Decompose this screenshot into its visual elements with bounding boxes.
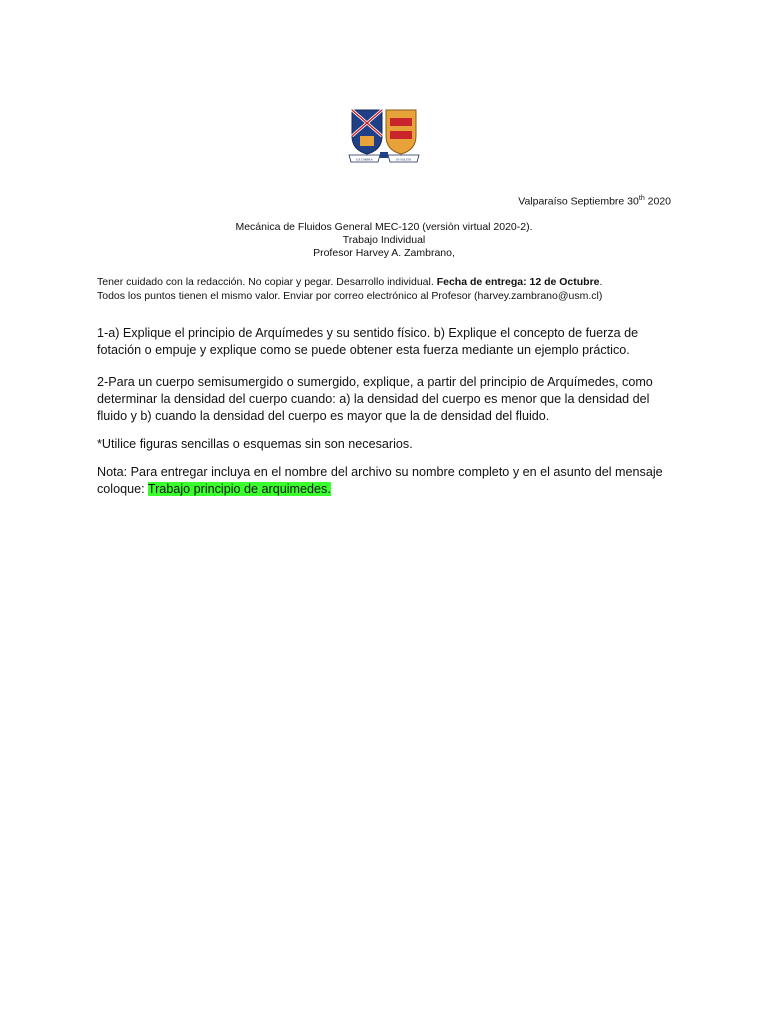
date-line — [518, 195, 671, 208]
submission-note — [97, 464, 675, 498]
due-date: Fecha de entrega: 12 de Octubre — [436, 276, 600, 288]
question-1: 1-a) Explique el principio de Arquímedes y su sentido físico. b) Explique el concepto de fuerza de fotación o empuje y explique como se puede obtener esta fuerza mediante un ejemplo práctico. — [97, 326, 639, 357]
instructions-line-2: Todos los puntos tienen el mismo valor. Enviar por correo electrónico al Profesor (harvey.zambrano@usm.cl) — [97, 290, 603, 302]
highlighted-subject: Trabajo principio de arquimedes. — [147, 482, 331, 496]
instructions-period: . — [599, 276, 603, 288]
university-crest-logo — [346, 106, 422, 168]
date-prefix: Valparaíso Septiembre 30 — [518, 195, 639, 208]
instructions-line-1 — [97, 275, 677, 289]
crest-motto-right: IN SOLEM — [396, 157, 411, 162]
date-year: 2020 — [647, 195, 671, 208]
professor-name: Profesor Harvey A. Zambrano, — [313, 247, 455, 259]
figures-note: *Utilice figuras sencillas o esquemas sin son necesarios. — [97, 437, 413, 451]
date-ordinal: th — [638, 195, 645, 202]
crest-motto-left: EX UMBRA — [356, 157, 373, 162]
instructions-text: Tener cuidado con la redacción. No copiar y pegar. Desarrollo individual. — [97, 276, 437, 288]
course-title: Mecánica de Fluidos General MEC-120 (versiòn virtual 2020-2). — [235, 221, 533, 233]
document-header — [160, 221, 608, 260]
question-2: 2-Para un cuerpo semisumergido o sumergido, explique, a partir del principio de Arquímedes, como determinar la densidad del cuerpo cuando: a) la densidad del cuerpo es menor que la densidad del fluido y b) cuando la densidad del cuerpo es mayor que la de densidad del fluido. — [97, 375, 653, 423]
work-type: Trabajo Individual — [342, 234, 426, 246]
submission-note-text: Nota: Para entregar incluya en el nombre del archivo su nombre completo y en el asunto del mensaje coloque: — [97, 465, 663, 496]
instructions — [97, 275, 677, 303]
